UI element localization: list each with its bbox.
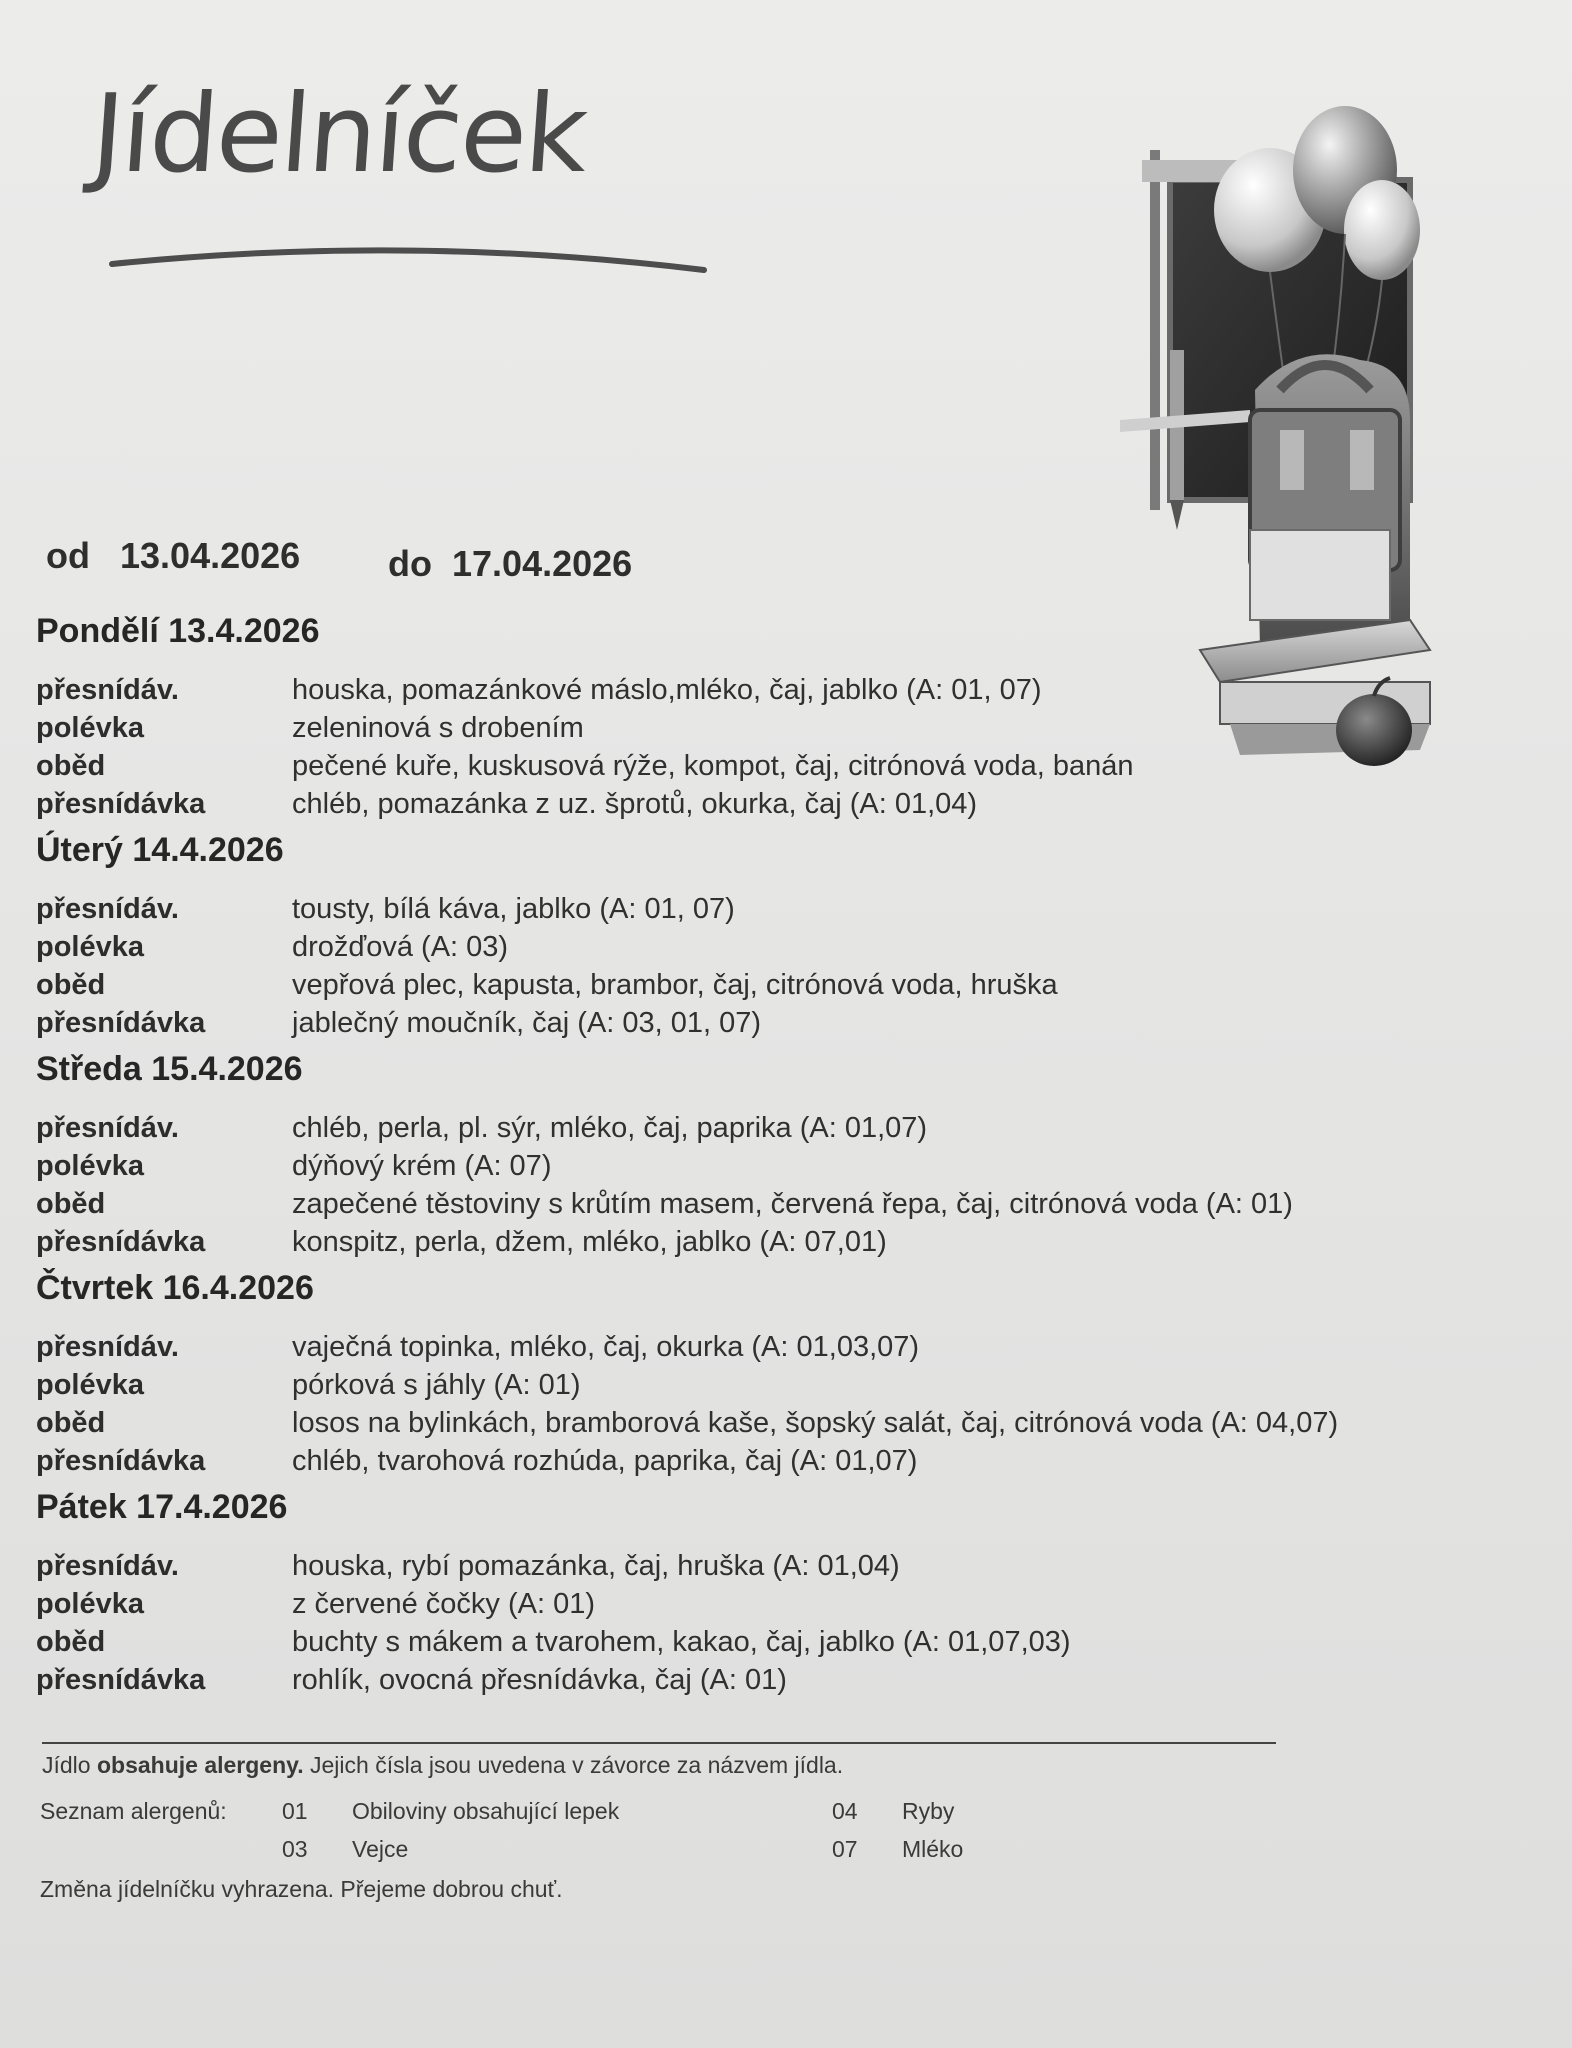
footer-divider [42,1742,1276,1744]
period-from [46,535,300,577]
meal-food: buchty s mákem a tvarohem, kakao, čaj, jablko (A: 01,07,03) [292,1625,1071,1658]
day-title: Pátek 17.4.2026 [36,1488,288,1526]
meal-label: přesnídávka [36,1663,206,1696]
meal-row [36,1328,1476,1366]
meal-food: pórková s jáhly (A: 01) [292,1368,581,1401]
weekly-menu [36,612,1476,1707]
allergen-code: 03 [282,1836,308,1862]
meal-row [36,966,1476,1004]
meal-label: oběd [36,749,106,782]
meal-food: vepřová plec, kapusta, brambor, čaj, citrónová voda, hruška [292,968,1058,1001]
meal-label: polévka [36,1368,144,1401]
meal-label: přesnídáv. [36,673,179,706]
meal-food: dýňový krém (A: 07) [292,1149,552,1182]
day-monday [36,612,1476,823]
meal-food: drožďová (A: 03) [292,930,509,963]
meal-food: zapečené těstoviny s krůtím masem, červená řepa, čaj, citrónová voda (A: 01) [292,1187,1293,1220]
allergen-note [42,1752,843,1779]
meal-row [36,1442,1476,1480]
meal-food: pečené kuře, kuskusová rýže, kompot, čaj, citrónová voda, banán [292,749,1134,782]
meal-row [36,1109,1476,1147]
meal-food: z červené čočky (A: 01) [292,1587,595,1620]
allergen-code: 07 [832,1836,858,1862]
meal-food: houska, rybí pomazánka, čaj, hruška (A: 01,04) [292,1549,900,1582]
meal-label: přesnídávka [36,1444,206,1477]
period-to-label: do [388,543,432,584]
meal-row [36,1004,1476,1042]
meal-row [36,1185,1476,1223]
period-from-date: 13.04.2026 [120,535,301,576]
meal-label: přesnídávka [36,1225,206,1258]
allergen-item [282,1798,619,1825]
meal-label: přesnídáv. [36,1549,179,1582]
day-title: Pondělí 13.4.2026 [36,612,320,650]
meal-label: oběd [36,968,106,1001]
meal-row [36,1547,1476,1585]
meal-row [36,1223,1476,1261]
page-title: Jídelníček [87,72,591,197]
meal-food: zeleninová s drobením [292,711,584,744]
title-underline [108,240,708,280]
meal-label: polévka [36,930,144,963]
meal-row [36,1366,1476,1404]
allergen-name: Ryby [902,1798,955,1824]
meal-label: přesnídáv. [36,1111,179,1144]
meal-row [36,928,1476,966]
meal-food: houska, pomazánkové máslo,mléko, čaj, jablko (A: 01, 07) [292,673,1042,706]
period-to-date: 17.04.2026 [452,543,633,584]
meal-row [36,890,1476,928]
meal-row [36,1147,1476,1185]
meal-food: chléb, tvarohová rozhúda, paprika, čaj (A: 01,07) [292,1444,918,1477]
meal-food: konspitz, perla, džem, mléko, jablko (A: 07,01) [292,1225,887,1258]
day-tuesday [36,831,1476,1042]
meal-row [36,671,1476,709]
meal-label: oběd [36,1625,106,1658]
day-title: Čtvrtek 16.4.2026 [36,1269,314,1307]
allergen-item [832,1836,963,1863]
allergen-name: Obiloviny obsahující lepek [352,1798,620,1824]
meal-food: chléb, pomazánka z uz. šprotů, okurka, čaj (A: 01,04) [292,787,978,820]
meal-food: chléb, perla, pl. sýr, mléko, čaj, paprika (A: 01,07) [292,1111,928,1144]
meal-row [36,1623,1476,1661]
allergen-code: 01 [282,1798,308,1824]
period-to [388,543,632,585]
allergen-item [282,1836,408,1863]
allergen-note-suffix: Jejich čísla jsou uvedena v závorce za názvem jídla. [310,1752,844,1778]
meal-row [36,709,1476,747]
meal-food: rohlík, ovocná přesnídávka, čaj (A: 01) [292,1663,787,1696]
meal-label: přesnídáv. [36,1330,179,1363]
meal-label: polévka [36,1587,144,1620]
meal-label: oběd [36,1406,106,1439]
meal-row [36,1404,1476,1442]
period-from-label: od [46,535,90,576]
day-wednesday [36,1050,1476,1261]
meal-label: polévka [36,711,144,744]
allergen-name: Vejce [352,1836,409,1862]
allergen-note-bold: obsahuje alergeny. [96,1752,304,1778]
allergen-note-prefix: Jídlo [42,1752,91,1778]
meal-label: přesnídávka [36,1006,206,1039]
allergen-item [832,1798,954,1825]
meal-row [36,1585,1476,1623]
day-friday [36,1488,1476,1699]
meal-food: losos na bylinkách, bramborová kaše, šopský salát, čaj, citrónová voda (A: 04,07) [292,1406,1339,1439]
meal-food: tousty, bílá káva, jablko (A: 01, 07) [292,892,735,925]
meal-food: jablečný moučník, čaj (A: 03, 01, 07) [292,1006,762,1039]
allergen-list-label: Seznam alergenů: [40,1798,227,1824]
day-title: Středa 15.4.2026 [36,1050,303,1088]
meal-label: přesnídávka [36,787,206,820]
meal-row [36,1661,1476,1699]
meal-label: přesnídáv. [36,892,179,925]
day-title: Úterý 14.4.2026 [36,831,284,869]
meal-label: oběd [36,1187,106,1220]
closing-note: Změna jídelníčku vyhrazena. Přejeme dobrou chuť. [40,1876,563,1902]
allergen-code: 04 [832,1798,858,1824]
allergen-name: Mléko [902,1836,964,1862]
meal-label: polévka [36,1149,144,1182]
meal-food: vaječná topinka, mléko, čaj, okurka (A: 01,03,07) [292,1330,920,1363]
meal-row [36,785,1476,823]
day-thursday [36,1269,1476,1480]
meal-row [36,747,1476,785]
